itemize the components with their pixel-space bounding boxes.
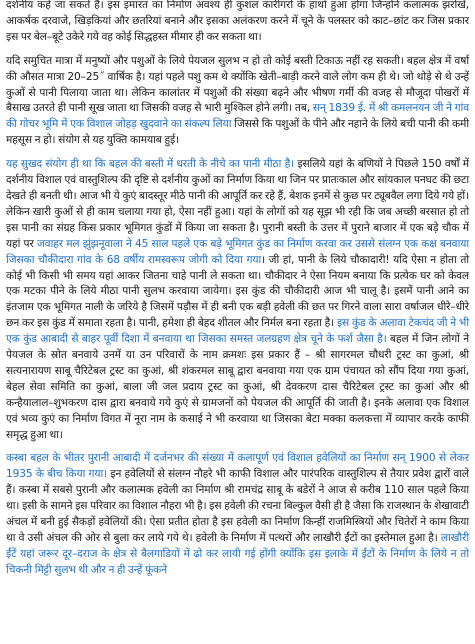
highlighted-text: कस्बा बहल के भीतर पुरानी आबादी में दर्जनभर की संख्या में कलापूर्ण एवं विशाल हवेलियों का निर्माण सन् 1900 से लेकर 1935 के बीच किया गया। [6,452,469,481]
paragraph-2 [6,54,469,149]
text-run: यदि समुचित मात्रा में मनुष्यों और पशुओं के लिये पेयजल सुलभ न हो तो कोई बस्ती टिकाऊ नहीं रह सकती। बहल क्षेत्र में वर्षा की औसत मात्रा 20–25˝ वार्षिक है। यहां पहले पशु कम थे क्योंकि खेती–बाड़ी करने वाले लोग कम ही थे। जो थोड़े से थे उन्हें कुओं से पानी पिलाया जाता था। लेकिन कालांतर में पशुओं की संख्या बढ़ने और भीषण गर्मी की वजह से मौजूदा पोखरों में बैसाख उतरते ही पानी सूख जाता था जिसकी वजह से भारी मुश्किल होने लगी। तब, [6,54,469,115]
text-run: इसलिये यहां के बणियों ने पिछले 150 वर्षों में दर्शनीय विशाल एवं वास्तुशिल्प की दृष्टि से दर्शनीय कुओं का निर्माण किया था जिन पर प्रातःकाल और सांयकाल पनघट की छटा देखते ही बनती थी। आज भी ये कुएं बादस्तूर मीठे पानी की आपूर्ति कर रहे हैं, बेशक इनमें से कुछ पर ट्यूबवैल लगा दिये गये हों। लेकिन खारी कुओं से ही काम चलाया गया हो, ऐसा नहीं हुआ। यहां के लोगों को यह सूझ भी रही कि जब अच्छी बरसात हो तो इस पानी का संग्रह किस प्रकार भूमिगत कुंडों में किया जा सकता है। पुरानी बस्ती के उत्तर में पुराने बाजार में एक बड़े चौक में यहां पर [6,158,469,250]
text-run: बहल में जिन लोगों ने पेयजल के स्रोत बनवाये उनमें या उन परिवारों के नाम क्रमशः इस प्रकार हैं – श्री सागरमल चौधरी ट्रस्ट का कुआं, श्री सत्यनारायण साबू चैरिटेबल ट्रस्ट का कुआं, श्री शंकरमल साबू द्वारा बनवाया गया एक ग्राम पंचायत को सौंप दिया गया कुआं, बेहल सेवा समिति का कुआं, बाला जी जल प्रदाय ट्रस्ट का कुआं, श्री देवकरण दास चैरिटेबल ट्रस्ट का कुआं और श्री कन्हैयालाल–शुभकरण दास द्वारा बनवाये गये कुएं से ग्रामजनों को पेयजल की आपूर्ति की जाती है। इनके अलावा एक विशाल एवं भव्य कुएं का निर्माण विगत में नूरा नाम के कसाई ने भी करवाया था जिसका बेटा मक्का कलकत्ता में व्यापार करके काफी समृद्ध हुआ था। [6,333,469,441]
paragraph-1 [6,0,469,46]
highlighted-text: जवाहर मल झुंझनूवाला ने 45 साल पहले एक बड़े भूमिगत कुंड का निर्माण करवा कर उससे संलग्न एक कक्ष बनवाया जिसका चौकीदारा गांव के 68 वर्षीय रामस्वरूप जोगी को दिया गया [6,237,469,266]
highlighted-text: इस कुंड के अलावा टेकचंद जी ने भी एक कुंड आबादी से बाहर पूर्वी दिशा में बनवाया था जिसका समस्त जलग्रहण क्षेत्र चूने के फर्श जैसा है। [6,317,469,346]
highlighted-text: सन् 1839 ई. में श्री कमलनयन जी ने गांव की गोचर भूमि में एक विशाल जोहड़ खुदवाने का संकल्प लिया [6,102,469,131]
paragraph-4 [6,451,469,578]
highlighted-text: लाखौरी ईंटें यहां जरूर दूर–दराज के क्षेत्र से बैलगाडियों में ढो कर लायी गई होंगी क्योंकि इस इलाके में ईंटों के निर्माण के लिये न तो चिकनी मिट्टी सुलभ थी और न ही उन्हें फूंकने [6,532,469,576]
highlighted-text: यह सुखद संयोग ही था कि बहल की बस्ती में धरती के नीचे का पानी मीठा है। [6,158,295,171]
text-run: जिससे कि पशुओं के पीने और नहाने के लिये बची पानी की कमी महसूस न हो। संयोग से यह युक्ति कामयाब हुई। [6,118,469,147]
paragraph-3 [6,157,469,443]
text-run: दर्शनीय कहे जा सकते हैं। इस इमारत का निर्माण अवश्य ही कुशल कारीगरों के हाथों हुआ होगा जिन्होंने कलात्मक झरोखे, आकर्षक दरवाजे, खिड़कियां और छतरियां बनाने और इसका अलंकरण करने में चूने के पलस्तर को काट–छांट कर जिस प्रकार इस पर बेल–बूटे उकेरे गये वह कोई सिद्धहस्त मीमार ही कर सकता था। [6,0,469,43]
text-run: इन हवेलियों से संलग्न नौहरे भी काफी विशाल और पारंपरिक वास्तुशिल्प से तैयार प्रवेश द्वारों वाले हैं। कस्बा में सबसे पुरानी और कलात्मक हवेली का निर्माण श्री रामचंद्र साबू के बडेरों ने आज से करीब 110 साल पहले किया था। इसी के सामने इस परिवार का विशाल नौहरा भी है। इस हवेली की रचना बिल्कुल वैसी ही है जैसा कि राजस्थान के शेखावाटी अंचल में बनी हुई सैकड़ों हवेलियों की। ऐसा प्रतीत होता है इस हवेली का निर्माण किन्हीं राजमिस्त्रियों और चितेरों ने काम किया था वे उसी अंचल की ओर से बुला कर लाये गये थे। हवेली के निर्माण में पत्थरों और लाखौरी ईंटों का इस्तेमाल हुआ है। [6,468,470,544]
text-run: । जी हां, पानी के लिये चौकादारी! यदि ऐसा न होता तो कोई भी किसी भी समय यहां आकर जितना चाहे पानी ले सकता था। चौकीदार ने ऐसा नियम बनाया कि प्रत्येक घर को केवल एक मटका पीने के लिये मीठा पानी सुलभ करवाया जायेगा। इस कुंड की चौकीदारी आज भी चालू है। इसमें पानी आने का इंतजाम एक भूमिगत नाली के जरिये है जिसमें पड़ौस में ही बनी एक बड़ी हवेली की छत पर गिरने वाला सारा वर्षाजल धीरे–धीरे छन कर इस कुंड में समाता रहता है। पानी, हमेशा ही बेहद शीतल और निर्मल बना रहता है। [6,253,469,330]
